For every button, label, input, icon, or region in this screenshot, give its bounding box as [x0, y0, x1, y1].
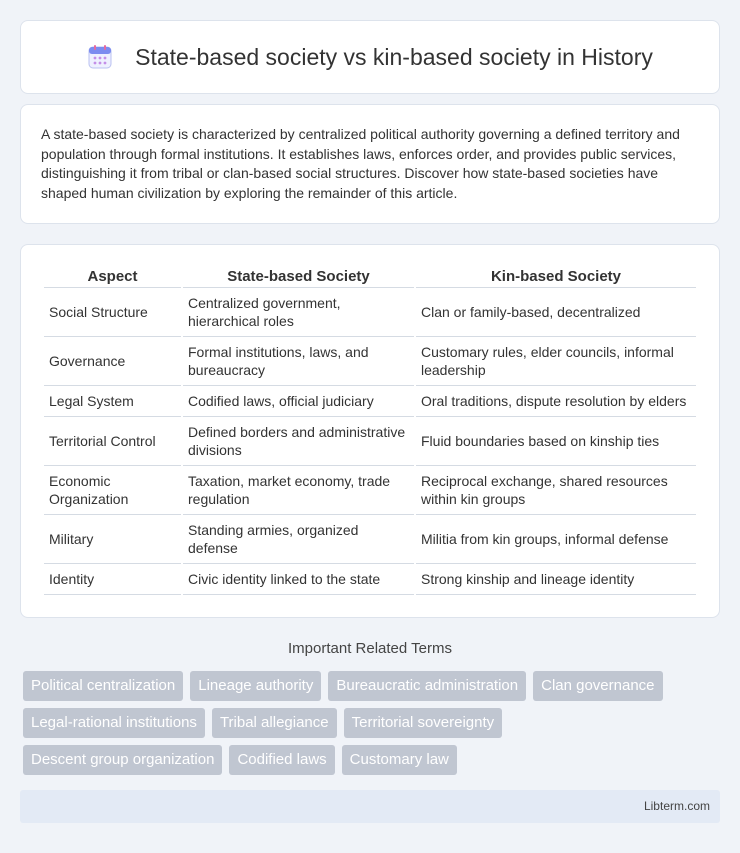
- header-state-based: State-based Society: [183, 264, 414, 288]
- related-terms-title: Important Related Terms: [288, 640, 452, 657]
- tag-row: [23, 708, 723, 738]
- tag-descent-group-organization[interactable]: Descent group organization: [23, 745, 222, 775]
- tag-bureaucratic-administration[interactable]: Bureaucratic administration: [328, 671, 526, 701]
- calendar-icon: [87, 44, 113, 70]
- intro-card: [20, 104, 720, 224]
- cell-kin: Strong kinship and lineage identity: [416, 564, 696, 595]
- header-aspect: Aspect: [44, 264, 181, 288]
- table-row: [44, 337, 696, 386]
- cell-state: Civic identity linked to the state: [183, 564, 414, 595]
- tag-lineage-authority[interactable]: Lineage authority: [190, 671, 321, 701]
- cell-kin: Oral traditions, dispute resolution by elders: [416, 386, 696, 417]
- cell-kin: Militia from kin groups, informal defense: [416, 515, 696, 564]
- cell-kin: Reciprocal exchange, shared resources within kin groups: [416, 466, 696, 515]
- related-terms-tags: [23, 671, 723, 782]
- cell-aspect: Territorial Control: [44, 417, 181, 466]
- cell-state: Standing armies, organized defense: [183, 515, 414, 564]
- cell-aspect: Identity: [44, 564, 181, 595]
- cell-aspect: Social Structure: [44, 288, 181, 337]
- footer: [20, 790, 720, 823]
- cell-state: Defined borders and administrative divisions: [183, 417, 414, 466]
- tag-legal-rational-institutions[interactable]: Legal-rational institutions: [23, 708, 205, 738]
- tag-territorial-sovereignty[interactable]: Territorial sovereignty: [344, 708, 503, 738]
- footer-site-link[interactable]: Libterm.com: [643, 799, 710, 813]
- cell-aspect: Legal System: [44, 386, 181, 417]
- table-row: [44, 515, 696, 564]
- cell-aspect: Governance: [44, 337, 181, 386]
- table-header-row: [44, 264, 696, 288]
- tag-codified-laws[interactable]: Codified laws: [229, 745, 334, 775]
- tag-clan-governance[interactable]: Clan governance: [533, 671, 662, 701]
- table-row: [44, 417, 696, 466]
- intro-text: A state-based society is characterized by centralized political authority governing a defined territory and population through formal institutions. It establishes laws, enforces order, and provides public services, distinguishing it from tribal or clan-based social structures. Discover how state-based societies have shaped human civilization by exploring the remainder of this article.: [41, 126, 680, 201]
- cell-aspect: Economic Organization: [44, 466, 181, 515]
- cell-state: Centralized government, hierarchical roles: [183, 288, 414, 337]
- comparison-table: [42, 264, 698, 595]
- comparison-table-card: [20, 244, 720, 618]
- tag-row: [23, 745, 723, 775]
- tag-tribal-allegiance[interactable]: Tribal allegiance: [212, 708, 337, 738]
- cell-state: Taxation, market economy, trade regulation: [183, 466, 414, 515]
- cell-kin: Clan or family-based, decentralized: [416, 288, 696, 337]
- header-card: [20, 20, 720, 94]
- table-row: [44, 564, 696, 595]
- tag-political-centralization[interactable]: Political centralization: [23, 671, 183, 701]
- cell-kin: Fluid boundaries based on kinship ties: [416, 417, 696, 466]
- page-title: State-based society vs kin-based society in History: [135, 43, 653, 70]
- table-row: [44, 288, 696, 337]
- cell-kin: Customary rules, elder councils, informal leadership: [416, 337, 696, 386]
- cell-state: Formal institutions, laws, and bureaucracy: [183, 337, 414, 386]
- tag-customary-law[interactable]: Customary law: [342, 745, 457, 775]
- tag-row: [23, 671, 723, 701]
- header-kin-based: Kin-based Society: [416, 264, 696, 288]
- cell-state: Codified laws, official judiciary: [183, 386, 414, 417]
- table-row: [44, 386, 696, 417]
- cell-aspect: Military: [44, 515, 181, 564]
- table-row: [44, 466, 696, 515]
